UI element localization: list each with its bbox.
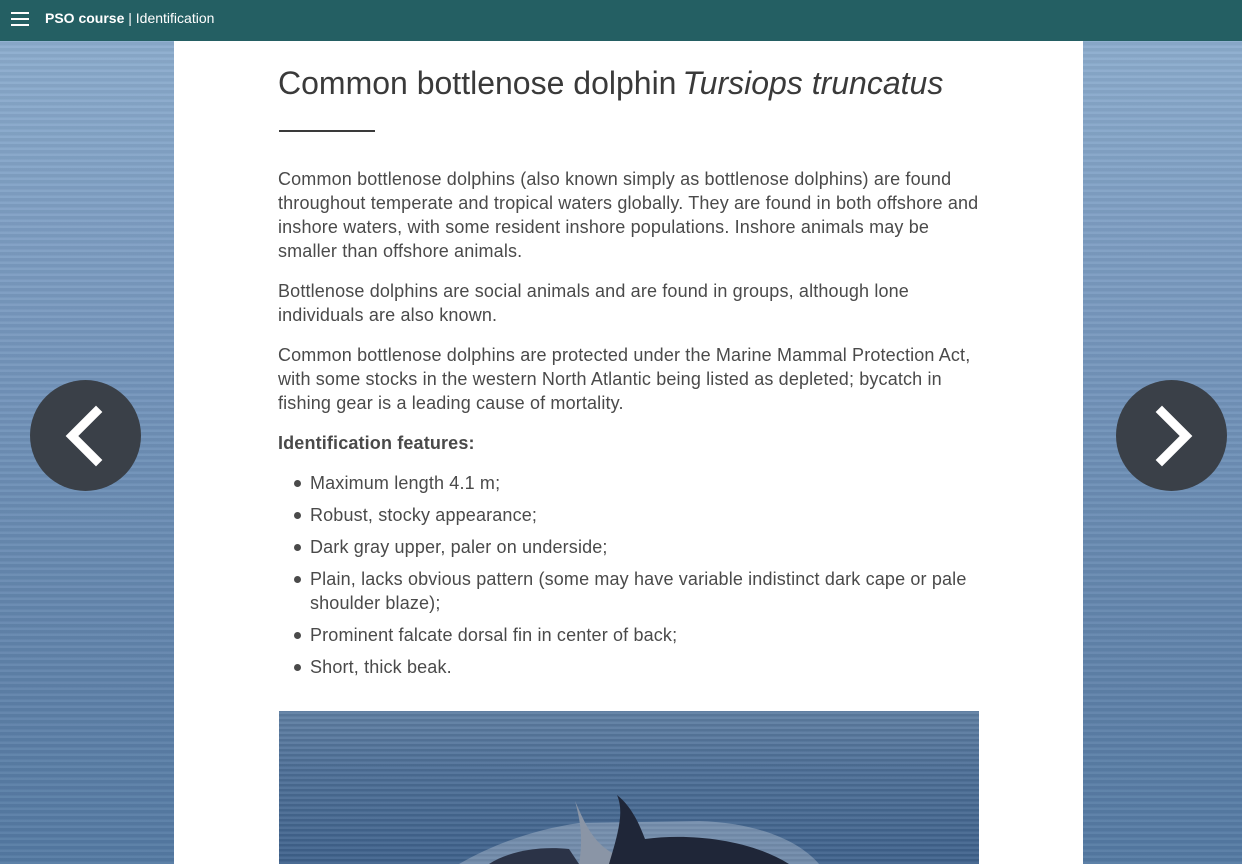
list-item: Plain, lacks obvious pattern (some may have variable indistinct dark cape or pale shoulder blaze); <box>310 567 980 615</box>
hamburger-menu-icon[interactable] <box>11 12 29 26</box>
scientific-name: Tursiops truncatus <box>682 65 944 101</box>
course-breadcrumb <box>45 10 214 26</box>
dolphin-photo <box>279 711 979 864</box>
list-item: Short, thick beak. <box>310 655 980 679</box>
title-divider <box>279 130 375 132</box>
common-name: Common bottlenose dolphin <box>278 65 677 101</box>
paragraph-protection: Common bottlenose dolphins are protected under the Marine Mammal Protection Act, with some stocks in the western North Atlantic being listed as depleted; bycatch in fishing gear is a leading cause of mortality. <box>278 345 971 413</box>
chevron-right-icon <box>1116 380 1227 491</box>
page-title <box>278 63 943 103</box>
previous-page-button[interactable] <box>30 380 141 491</box>
list-item: Prominent falcate dorsal fin in center of back; <box>310 623 980 647</box>
dolphin-illustration <box>279 711 979 864</box>
list-item: Maximum length 4.1 m; <box>310 471 980 495</box>
top-bar <box>0 0 1242 41</box>
section-name: Identification <box>135 10 215 26</box>
paragraph-social: Bottlenose dolphins are social animals and are found in groups, although lone individuals are also known. <box>278 281 909 325</box>
features-heading: Identification features: <box>278 433 475 453</box>
features-list <box>278 471 980 679</box>
list-item: Dark gray upper, paler on underside; <box>310 535 980 559</box>
course-name: PSO course <box>45 10 125 26</box>
article-body <box>278 167 980 687</box>
content-panel <box>174 41 1083 864</box>
chevron-left-icon <box>30 380 141 491</box>
next-page-button[interactable] <box>1116 380 1227 491</box>
paragraph-distribution: Common bottlenose dolphins (also known simply as bottlenose dolphins) are found throughout temperate and tropical waters globally. They are found in both offshore and inshore waters, with some resident inshore populations. Inshore animals may be smaller than offshore animals. <box>278 169 979 261</box>
breadcrumb-separator: | <box>124 10 136 26</box>
list-item: Robust, stocky appearance; <box>310 503 980 527</box>
